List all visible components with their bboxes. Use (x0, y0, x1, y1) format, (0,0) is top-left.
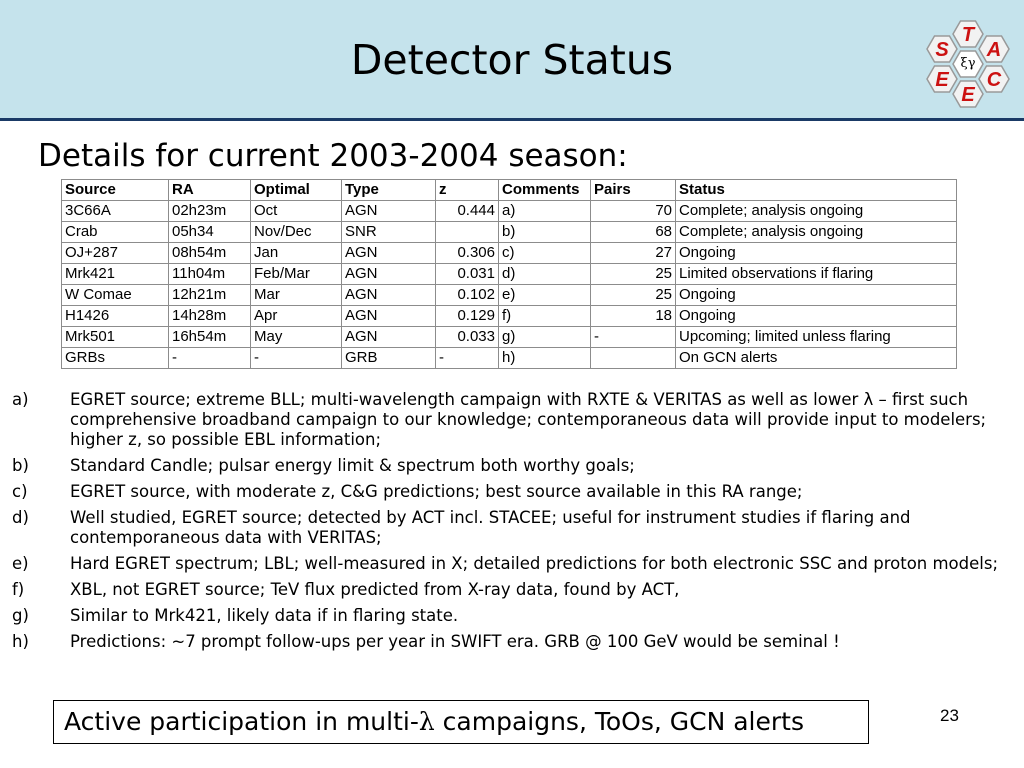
table-cell: f) (499, 306, 591, 327)
footnote-label: e) (12, 554, 29, 573)
table-cell: b) (499, 222, 591, 243)
table-cell: GRB (342, 348, 436, 369)
column-header: Source (62, 180, 169, 201)
logo-center-symbol: ξγ (960, 56, 976, 71)
callout-box (53, 700, 869, 744)
table-cell: Mrk421 (62, 264, 169, 285)
table-cell: Mrk501 (62, 327, 169, 348)
table-cell: 08h54m (169, 243, 251, 264)
footnote-label: b) (12, 456, 29, 475)
table-cell: 16h54m (169, 327, 251, 348)
column-header: RA (169, 180, 251, 201)
column-header: Status (676, 180, 957, 201)
footnote-label: c) (12, 482, 28, 501)
footnote-label: d) (12, 508, 29, 527)
table-cell: 0.102 (436, 285, 499, 306)
table-cell: 3C66A (62, 201, 169, 222)
table-cell: 02h23m (169, 201, 251, 222)
table-cell: Crab (62, 222, 169, 243)
footnote-text: Standard Candle; pulsar energy limit & spectrum both worthy goals; (70, 456, 635, 475)
table-cell: AGN (342, 285, 436, 306)
logo-letter: E (935, 69, 949, 91)
page-number: 23 (940, 706, 959, 725)
table-cell: Mar (251, 285, 342, 306)
table-cell: May (251, 327, 342, 348)
table-cell: - (169, 348, 251, 369)
table-cell: Ongoing (676, 243, 957, 264)
lambda-symbol: λ (418, 707, 435, 736)
table-row (62, 264, 957, 285)
table-row (62, 327, 957, 348)
table-cell: e) (499, 285, 591, 306)
table-cell: Limited observations if flaring (676, 264, 957, 285)
table-cell: AGN (342, 264, 436, 285)
table-cell: AGN (342, 201, 436, 222)
table-cell: - (436, 348, 499, 369)
table-cell: 12h21m (169, 285, 251, 306)
footnote-text: EGRET source, with moderate z, C&G predictions; best source available in this RA range; (70, 482, 803, 501)
footnote-item (12, 554, 1012, 574)
column-header: z (436, 180, 499, 201)
table-header-row (62, 180, 957, 201)
table-cell: - (591, 327, 676, 348)
footnote-label: a) (12, 390, 29, 409)
table-cell: 11h04m (169, 264, 251, 285)
table-cell: Feb/Mar (251, 264, 342, 285)
table-cell: d) (499, 264, 591, 285)
table-cell: 0.444 (436, 201, 499, 222)
logo-letter: C (986, 69, 1002, 91)
table-cell: Upcoming; limited unless flaring (676, 327, 957, 348)
table-row (62, 285, 957, 306)
column-header: Optimal (251, 180, 342, 201)
logo-letter: S (935, 39, 949, 61)
table-cell: W Comae (62, 285, 169, 306)
table-cell: g) (499, 327, 591, 348)
table-cell: Apr (251, 306, 342, 327)
column-header: Comments (499, 180, 591, 201)
column-header: Type (342, 180, 436, 201)
table-cell: 25 (591, 285, 676, 306)
table-cell: Ongoing (676, 285, 957, 306)
table-cell: 18 (591, 306, 676, 327)
footnote-item (12, 606, 1012, 626)
table-cell (591, 348, 676, 369)
footnote-item (12, 508, 1012, 548)
table-cell: On GCN alerts (676, 348, 957, 369)
table-cell: 0.129 (436, 306, 499, 327)
column-header: Pairs (591, 180, 676, 201)
table-cell: 0.033 (436, 327, 499, 348)
table-cell: OJ+287 (62, 243, 169, 264)
table-cell: AGN (342, 327, 436, 348)
footnote-text: Similar to Mrk421, likely data if in flaring state. (70, 606, 459, 625)
table-cell: SNR (342, 222, 436, 243)
header-rule (0, 118, 1024, 121)
detector-status-table (61, 179, 957, 369)
table-cell: h) (499, 348, 591, 369)
logo-letter: E (961, 84, 975, 106)
table-row (62, 306, 957, 327)
table-cell: Nov/Dec (251, 222, 342, 243)
footnote-item (12, 456, 1012, 476)
table-cell: a) (499, 201, 591, 222)
table-cell: Oct (251, 201, 342, 222)
table-cell: 14h28m (169, 306, 251, 327)
footnote-label: h) (12, 632, 29, 651)
table-cell: 25 (591, 264, 676, 285)
table-row (62, 348, 957, 369)
table-cell: c) (499, 243, 591, 264)
logo-letter: A (986, 39, 1002, 61)
table-cell: 0.306 (436, 243, 499, 264)
footnote-item (12, 390, 1012, 450)
table-cell: Complete; analysis ongoing (676, 201, 957, 222)
footnote-item (12, 482, 1012, 502)
footnote-text: XBL, not EGRET source; TeV flux predicted from X-ray data, found by ACT, (70, 580, 680, 599)
logo-letter: T (961, 24, 975, 46)
table-row (62, 243, 957, 264)
footnote-text: Predictions: ~7 prompt follow-ups per year in SWIFT era. GRB @ 100 GeV would be seminal ! (70, 632, 840, 651)
table-cell: 70 (591, 201, 676, 222)
table-cell: H1426 (62, 306, 169, 327)
table-cell (436, 222, 499, 243)
footnote-text: Hard EGRET spectrum; LBL; well-measured in X; detailed predictions for both electronic SSC and proton models; (70, 554, 999, 573)
footnote-text: Well studied, EGRET source; detected by ACT incl. STACEE; useful for instrument studies if flaring and contemporaneous data with VERITAS; (70, 508, 911, 547)
table-cell: AGN (342, 243, 436, 264)
table-cell: AGN (342, 306, 436, 327)
footnote-item (12, 632, 1012, 652)
table-cell: - (251, 348, 342, 369)
table-cell: Complete; analysis ongoing (676, 222, 957, 243)
table-row (62, 222, 957, 243)
table-row (62, 201, 957, 222)
table-cell: GRBs (62, 348, 169, 369)
table-cell: 0.031 (436, 264, 499, 285)
table-cell: 27 (591, 243, 676, 264)
footnote-text: EGRET source; extreme BLL; multi-wavelength campaign with RXTE & VERITAS as well as lower λ – first such comprehensive broadband campaign to our knowledge; contemporaneous data will provide input to modelers; higher z, so possible EBL information; (70, 390, 987, 449)
table-cell: Jan (251, 243, 342, 264)
footnote-item (12, 580, 1012, 600)
stacee-logo (916, 12, 1020, 112)
table-cell: Ongoing (676, 306, 957, 327)
footnote-label: g) (12, 606, 29, 625)
season-subtitle: Details for current 2003-2004 season: (38, 138, 628, 174)
table-cell: 05h34 (169, 222, 251, 243)
footnote-label: f) (12, 580, 25, 599)
footnotes-list (12, 390, 1012, 658)
callout-prefix: Active participation in multi- (64, 707, 419, 736)
table-cell: 68 (591, 222, 676, 243)
slide-title: Detector Status (350, 36, 674, 84)
callout-suffix: campaigns, ToOs, GCN alerts (434, 707, 804, 736)
